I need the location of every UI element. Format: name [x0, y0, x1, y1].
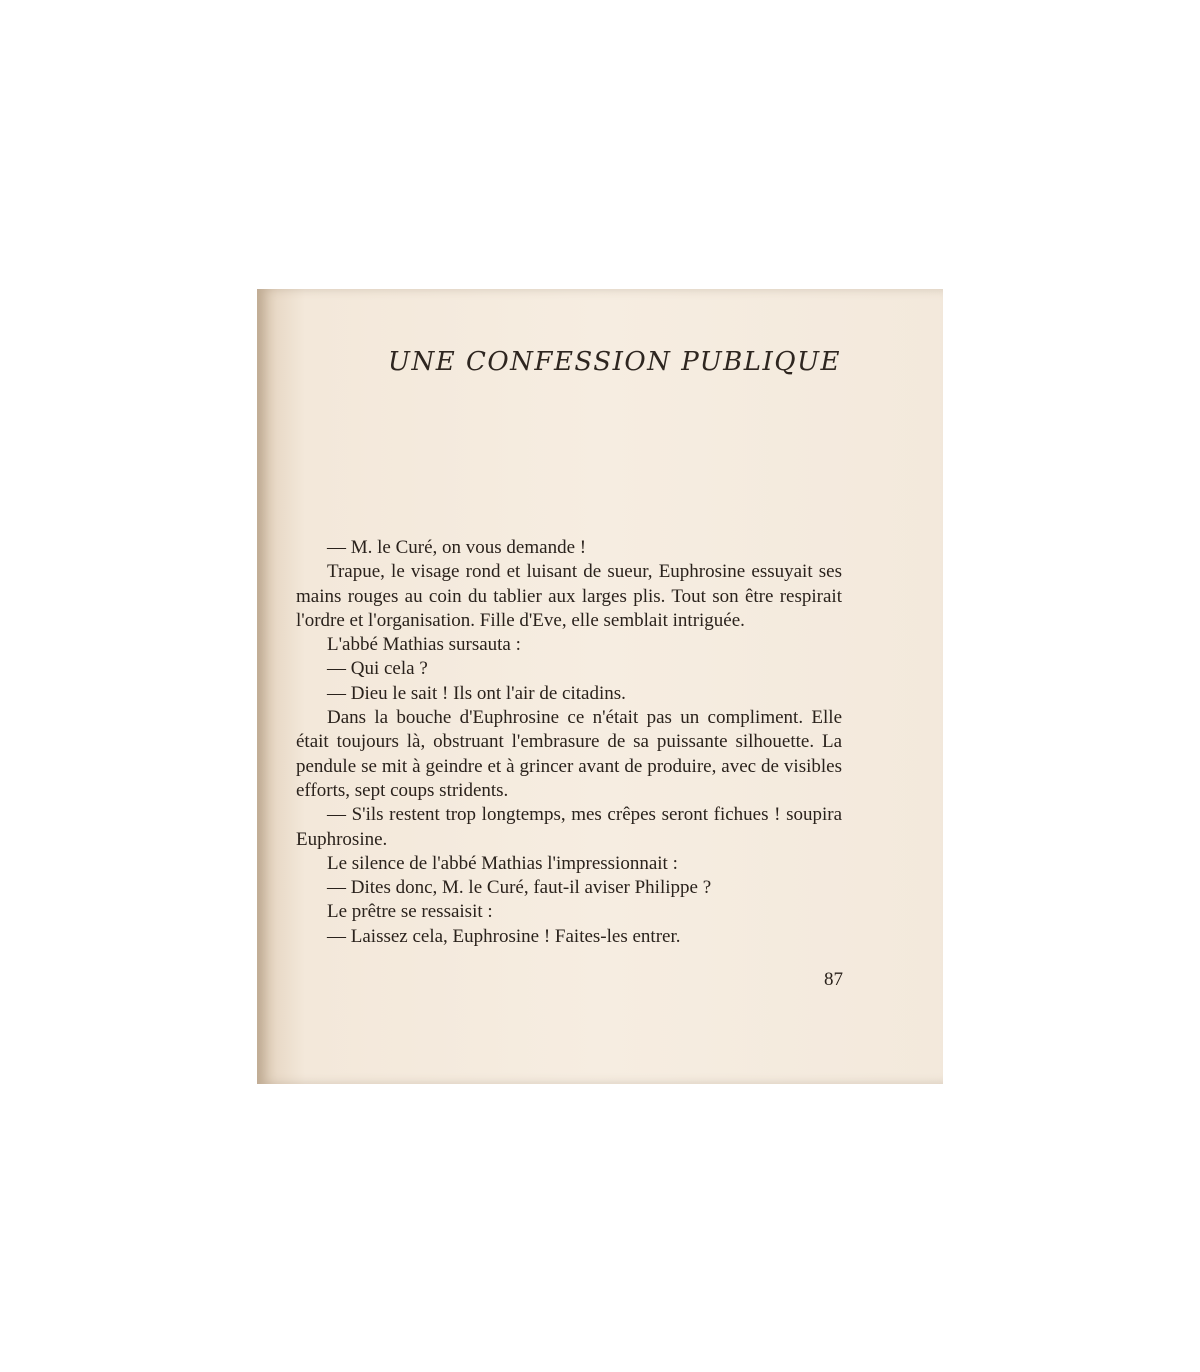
paragraph: — Dites donc, M. le Curé, faut-il aviser Philippe ?	[327, 877, 712, 899]
paragraph: — Laissez cela, Euphrosine ! Faites-les entrer.	[327, 925, 681, 947]
paragraph: Trapue, le visage rond et luisant de sueur, Euphrosine essuyait ses mains rouges au coin du tablier aux larges plis. Tout son être respirait l'ordre et l'organisation. Fille d'Eve, elle semblait intriguée.	[296, 561, 842, 631]
page-number: 87	[824, 969, 843, 990]
paragraph: L'abbé Mathias sursauta :	[327, 634, 521, 656]
book-page	[257, 289, 943, 1084]
paragraph: — Qui cela ?	[327, 658, 428, 680]
paragraph: Le silence de l'abbé Mathias l'impressionnait :	[327, 852, 678, 874]
paragraph: Le prêtre se ressaisit :	[327, 901, 493, 923]
chapter-title: UNE CONFESSION PUBLIQUE	[388, 347, 841, 377]
paragraph: Dans la bouche d'Euphrosine ce n'était pas un compliment. Elle était toujours là, obstruant l'embrasure de sa puissante silhouette. La pendule se mit à geindre et à grincer avant de produire, avec de visibles efforts, sept coups stridents.	[296, 707, 842, 801]
paragraph: — M. le Curé, on vous demande !	[327, 537, 587, 558]
body-text	[296, 536, 842, 949]
paragraph: — S'ils restent trop longtemps, mes crêpes seront fichues ! soupira Euphrosine.	[296, 804, 842, 850]
paragraph: — Dieu le sait ! Ils ont l'air de citadins.	[327, 682, 626, 704]
